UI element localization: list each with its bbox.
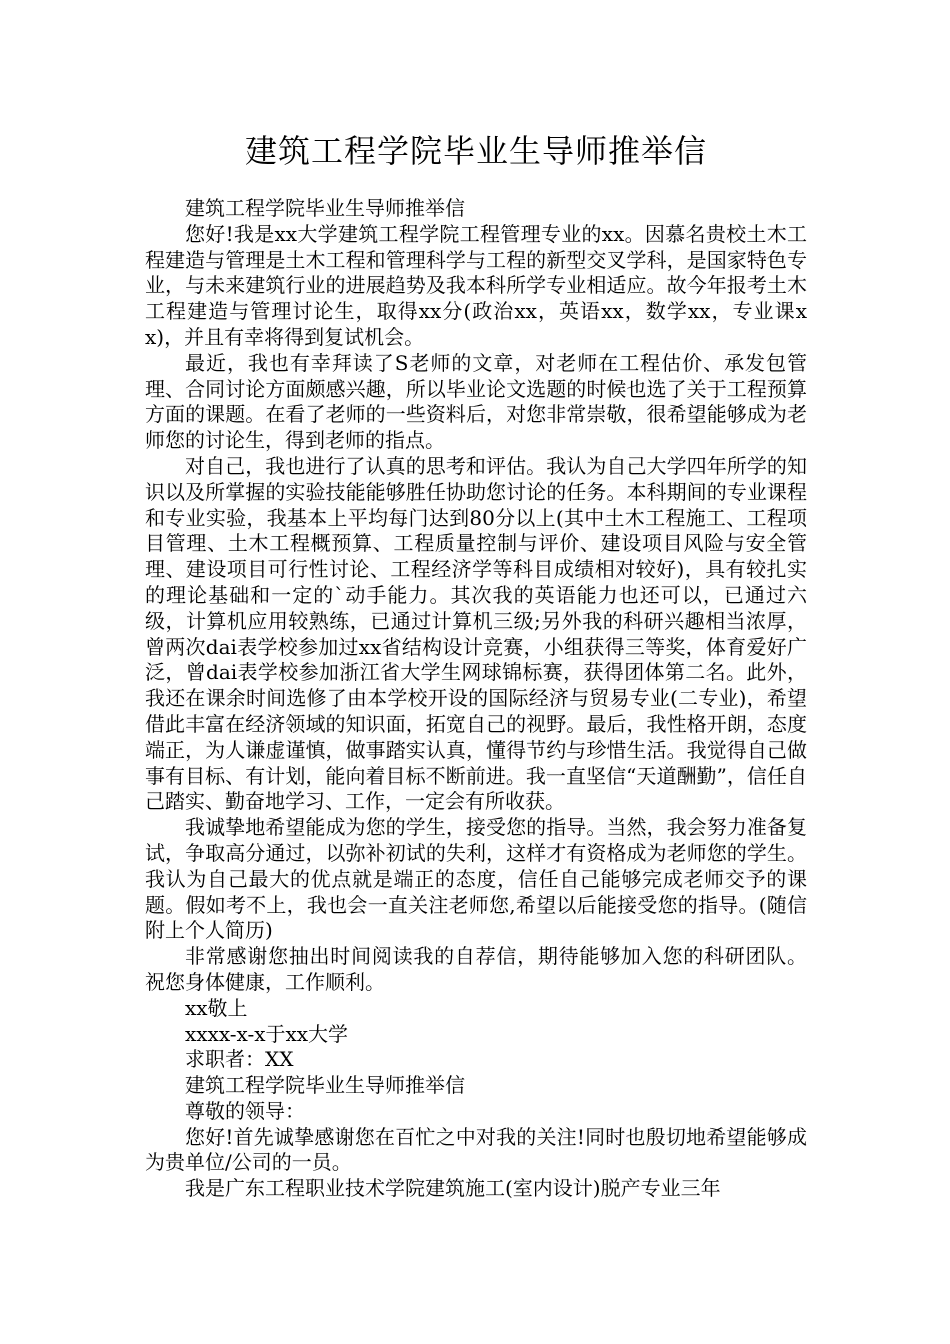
second-letter-intro: 我是广东工程职业技术学院建筑施工(室内设计)脱产专业三年 bbox=[185, 1176, 721, 1201]
document-body bbox=[145, 196, 807, 1202]
second-letter-greeting: 您好!首先诚挚感谢您在百忙之中对我的关注!同时也殷切地希望能够成为贵单位/公司的一员。 bbox=[145, 1124, 807, 1175]
paragraph-heading: 建筑工程学院毕业生导师推举信 bbox=[185, 196, 465, 220]
paragraph-self-assessment: 对自己，我也进行了认真的思考和评估。我认为自己大学四年所学的知识以及所掌握的实验技能能够胜任协助您讨论的任务。本科期间的专业课程和专业实验，我基本上平均每门达到80分以上(其中土木工程施工、工程项目管理、土木工程概预算、工程质量控制与评价、建设项目风险与安全管理、建设项目可行性讨论、工程经济学等科目成绩相对较好)，具有较扎实的理论基础和一定的`动手能力。其次我的英语能力也还可以，已通过六级，计算机应用较熟练，已通过计算机三级;另外我的科研兴趣相当浓厚，曾两次dai表学校参加过xx省结构设计竞赛，小组获得三等奖，体育爱好广泛，曾dai表学校参加浙江省大学生网球锦标赛，获得团体第二名。此外，我还在课余时间选修了由本学校开设的国际经济与贸易专业(二专业)，希望借此丰富在经济领域的知识面，拓宽自己的视野。最后，我性格开朗，态度端正，为人谦虚谨慎，做事踏实认真，懂得节约与珍惜生活。我觉得自己做事有目标、有计划，能向着目标不断前进。我一直坚信“天道酬勤”，信任自己踏实、勤奋地学习、工作，一定会有所收获。 bbox=[145, 453, 807, 814]
paragraph-intro: 您好!我是xx大学建筑工程学院工程管理专业的xx。因慕名贵校土木工程建造与管理是土木工程和管理科学与工程的新型交叉学科，是国家特色专业，与未来建筑行业的进展趋势及我本科所学专业相适应。故今年报考土木工程建造与管理讨论生，取得xx分(政治xx，英语xx，数学xx，专业课xx)，并且有幸将得到复试机会。 bbox=[145, 221, 807, 349]
paragraph-teacher: 最近，我也有幸拜读了S老师的文章，对老师在工程估价、承发包管理、合同讨论方面颇感兴趣，所以毕业论文选题的时候也选了关于工程预算方面的课题。在看了老师的一些资料后，对您非常崇敬，很希望能够成为老师您的讨论生，得到老师的指点。 bbox=[145, 350, 807, 453]
second-letter-salutation: 尊敬的领导： bbox=[185, 1098, 305, 1123]
paragraph-thanks: 非常感谢您抽出时间阅读我的自荐信，期待能够加入您的科研团队。 祝您身体健康，工作顺利。 bbox=[145, 944, 807, 994]
document-title: 建筑工程学院毕业生导师推举信 bbox=[244, 132, 707, 170]
closing-applicant: 求职者：XX bbox=[185, 1047, 294, 1072]
closing-date: xxxx-x-x于xx大学 bbox=[185, 1021, 349, 1046]
second-letter-heading: 建筑工程学院毕业生导师推举信 bbox=[185, 1073, 465, 1098]
closing-regards: xx敬上 bbox=[185, 995, 248, 1020]
document-page bbox=[145, 0, 807, 1202]
paragraph-wish: 我诚挚地希望能成为您的学生，接受您的指导。当然，我会努力准备复试，争取高分通过，以弥补初试的失利，这样才有资格成为老师您的学生。我认为自己最大的优点就是端正的态度，信任自己能够完成老师交予的课题。假如考不上，我也会一直关注老师您,希望以后能接受您的指导。(随信附上个人简历) bbox=[145, 815, 807, 943]
